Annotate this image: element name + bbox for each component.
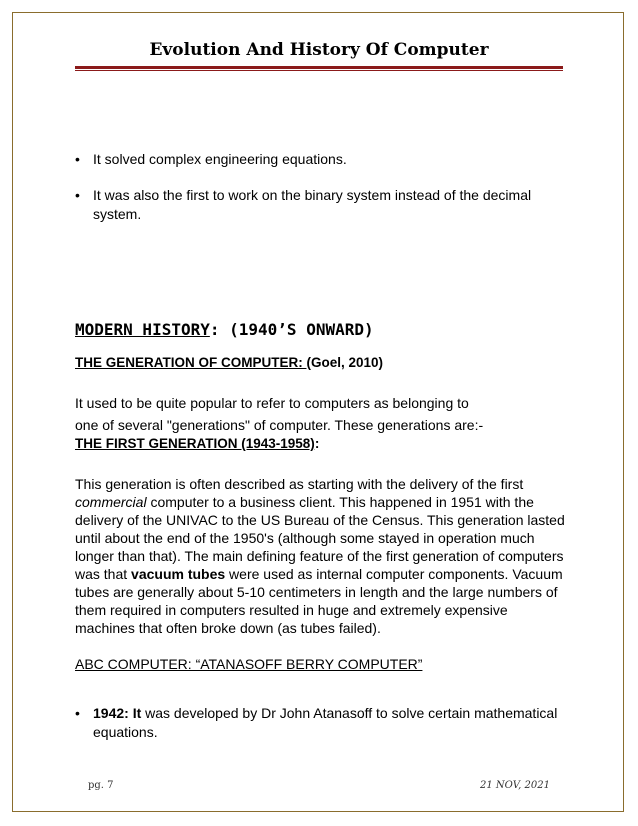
first-generation-label: THE FIRST GENERATION (1943-1958) (75, 436, 315, 451)
first-generation-suffix: : (314, 436, 320, 451)
first-generation-body (75, 475, 565, 637)
intro-line: one of several "generations" of computer. These generations are:- (75, 417, 484, 433)
bullet-dot: • (75, 187, 80, 203)
body-text: This generation is often described as starting with the delivery of the first (75, 476, 524, 492)
generation-heading (75, 355, 383, 370)
body-text: were used as internal computer components. Vacuum tubes are generally about 5-10 centimeters in length and the large numbers of them required in computers resulted in huge and extremely expensive machines that often broke down (as tubes failed). (75, 566, 563, 636)
header-rule-thin (75, 70, 563, 71)
page-title: Evolution And History Of Computer (149, 40, 489, 60)
modern-history-suffix: : (1940’S ONWARD) (209, 320, 374, 339)
generation-heading-label: THE GENERATION OF COMPUTER: (75, 355, 307, 370)
bullet-item (75, 704, 565, 742)
modern-history-heading (75, 320, 575, 339)
body-emphasis: commercial (75, 494, 147, 510)
bullet-dot: • (75, 705, 80, 721)
body-text: computer to a business client. This happened in 1951 with the delivery of the UNIVAC to the US Bureau of the Census. This generation lasted until about the end of the 1950's (although some stayed in operation much longer than that). The main defining feature of the first generation of computers was that (75, 494, 565, 582)
generation-citation: (Goel, 2010) (306, 355, 384, 370)
bullet-strong: 1942: It (93, 705, 142, 721)
abc-heading: ABC COMPUTER: “ATANASOFF BERRY COMPUTER” (75, 656, 423, 672)
first-generation-heading (75, 436, 319, 451)
body-strong: vacuum tubes (131, 566, 226, 582)
modern-history-label: MODERN HISTORY (75, 320, 210, 339)
bullet-dot: • (75, 151, 80, 167)
bullet-text: It solved complex engineering equations. (93, 151, 347, 167)
footer-page-number: pg. 7 (88, 780, 114, 791)
bullet-item (75, 186, 565, 224)
bullet-item (75, 150, 565, 169)
footer-date: 21 NOV, 2021 (480, 780, 550, 791)
bullet-text: It was also the first to work on the binary system instead of the decimal system. (93, 187, 532, 222)
bullet-rest: was developed by Dr John Atanasoff to solve certain mathematical equations. (93, 705, 558, 740)
bullet-text (93, 704, 565, 742)
header-rule (75, 66, 563, 69)
intro-line: It used to be quite popular to refer to computers as belonging to (75, 395, 469, 411)
